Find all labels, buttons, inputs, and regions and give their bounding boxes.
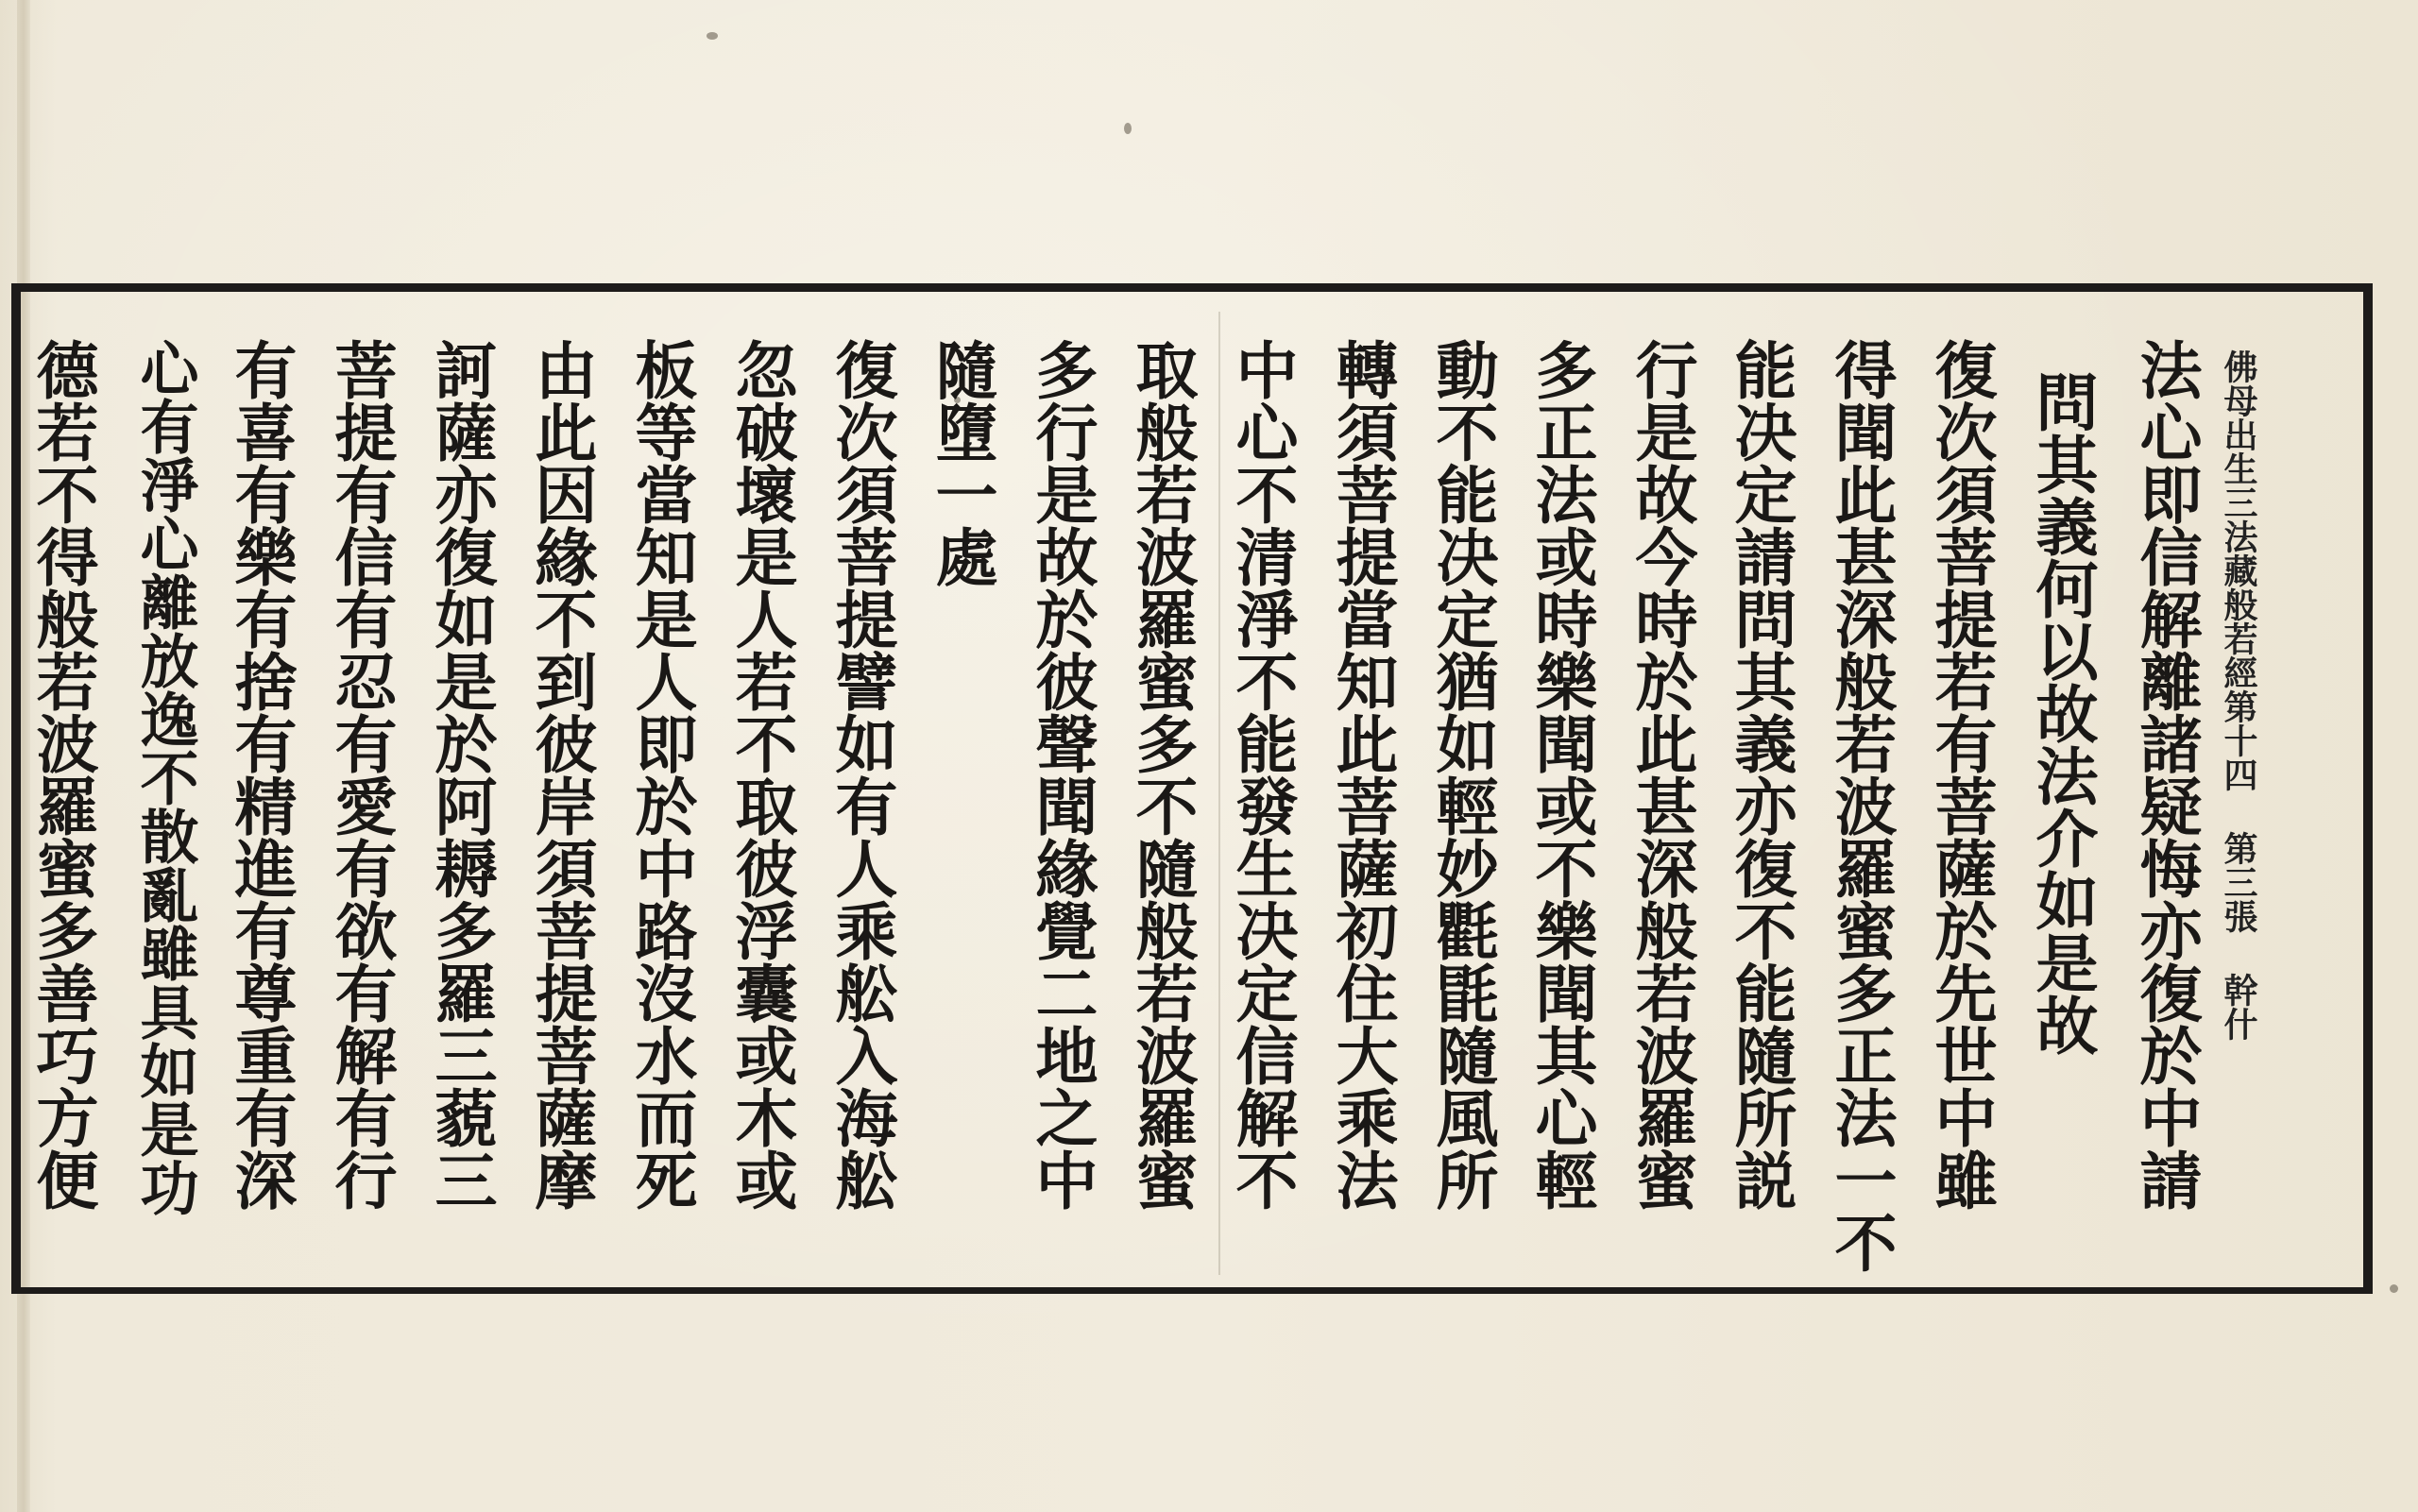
text-column: 取般若波羅蜜多不隨般若波羅蜜: [1125, 338, 1199, 1211]
text-column: 得聞此甚深般若波羅蜜多正法一不: [1824, 338, 1898, 1273]
woodblock-text-area: [26, 312, 2276, 1275]
text-column: 復次須菩提若有菩薩於先世中雖: [1924, 338, 1998, 1211]
text-column: 多行是故於彼聲聞緣覺二地之中: [1025, 338, 1098, 1211]
text-column: 動不能决定猶如輕妙氍毷隨風所: [1425, 338, 1499, 1211]
text-column: 多正法或時樂聞或不樂聞其心輕: [1524, 338, 1598, 1211]
text-column: 復次須菩提譬如有人乘舩入海舩: [825, 338, 898, 1211]
paper-speck: [2390, 1284, 2398, 1293]
text-column: 德若不得般若波羅蜜多善巧方便: [26, 338, 99, 1211]
text-column: 法心即信解離諸疑悔亦復於中請: [2129, 338, 2203, 1211]
text-column: 有喜有樂有捨有精進有尊重有深: [224, 338, 298, 1211]
text-column: 問其義何以故法介如是故: [2025, 370, 2099, 1056]
text-column: 中心不清淨不能發生决定信解不: [1225, 338, 1299, 1211]
text-column: 心有淨心離放逸不散亂雖具如是功: [130, 338, 199, 1216]
text-column: 板等當知是人即於中路沒水而死: [624, 338, 698, 1211]
paper-speck: [1124, 123, 1132, 134]
text-column: 菩提有信有忍有愛有欲有解有行: [324, 338, 398, 1211]
text-column: 能决定請問其義亦復不能隨所説: [1724, 338, 1797, 1211]
text-column: 行是故今時於此甚深般若波羅蜜: [1625, 338, 1698, 1211]
text-column: 由此因緣不到彼岸須菩提菩薩摩: [524, 338, 598, 1211]
text-column: 訶薩亦復如是於阿耨多羅三藐三: [424, 338, 498, 1211]
block-header-note: 佛母出生三法藏般若經第十四 第三張 幹什: [2219, 349, 2258, 1041]
text-column: 轉須菩提當知此菩薩初住大乘法: [1325, 338, 1399, 1211]
text-column: 隨墮一處: [925, 338, 998, 587]
paper-speck: [707, 32, 718, 40]
text-column: 忽破壞是人若不取彼浮囊或木或: [724, 338, 798, 1211]
